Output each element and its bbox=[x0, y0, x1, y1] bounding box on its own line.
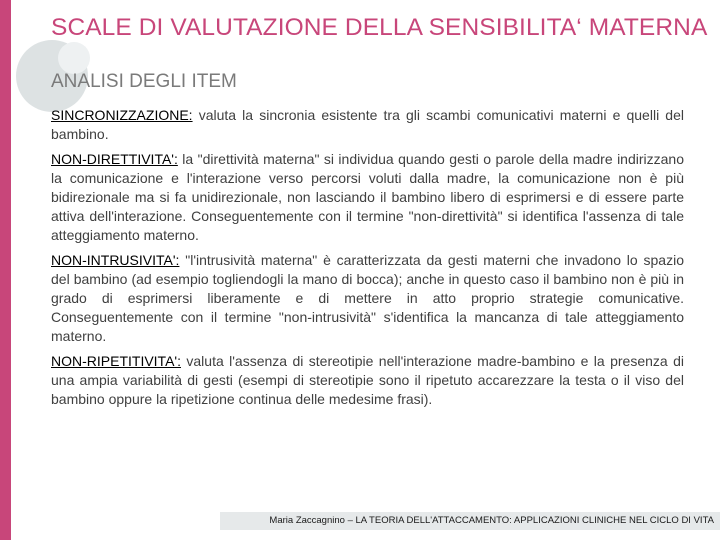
decorative-dot bbox=[58, 42, 90, 74]
item-term: NON-INTRUSIVITA': bbox=[51, 252, 180, 268]
item-term: NON-DIRETTIVITA': bbox=[51, 151, 178, 167]
item-description: valuta la sincronia esistente tra gli scambi comunicativi materni e quelli del bambino. bbox=[51, 107, 684, 142]
item-non-ripetitivita bbox=[51, 352, 684, 409]
item-description: la "direttività materna" si individua quando gesti o parole della madre indirizzano la comunicazione e l'interazione verso percorsi voluti dalla madre, la comunicazione non è più bidirezionale ma si fa unidirezionale, non lasciando il bambino libero di esprimersi e di essere parte attiva dell'interazione. Conseguentemente con il termine "non-direttività" si identifica l'assenza di tale atteggiamento materno. bbox=[51, 151, 684, 243]
item-term: SINCRONIZZAZIONE: bbox=[51, 107, 193, 123]
accent-side-bar bbox=[0, 0, 11, 540]
item-sincronizzazione bbox=[51, 106, 684, 144]
item-description: valuta l'assenza di stereotipie nell'interazione madre-bambino e la presenza di una ampia variabilità di gesti (esempi di stereotipie sono il ripetuto accarezzare la testa o il viso del bambino oppure la ripetizione continua delle medesime frasi). bbox=[51, 353, 684, 407]
item-term: NON-RIPETITIVITA': bbox=[51, 353, 181, 369]
item-non-direttivita bbox=[51, 150, 684, 245]
slide-subtitle: ANALISI DEGLI ITEM bbox=[51, 71, 237, 92]
item-description: "l'intrusività materna" è caratterizzata da gesti materni che invadono lo spazio del bambino (ad esempio togliendogli la mano di bocca); anche in questo caso il bambino non è più in grado di esprimersi liberamente e di mettere in atto proprio strategie comunicative. Conseguentemente con il termine "non-intrusività" s'identifica la mancanza di tale atteggiamento materno. bbox=[51, 252, 684, 344]
footer-credit: Maria Zaccagnino – LA TEORIA DELL'ATTACCAMENTO: APPLICAZIONI CLINICHE NEL CICLO DI VITA bbox=[269, 515, 714, 526]
item-list bbox=[51, 106, 684, 415]
item-non-intrusivita bbox=[51, 251, 684, 346]
slide-title: SCALE DI VALUTAZIONE DELLA SENSIBILITA‘ MATERNA bbox=[51, 14, 708, 41]
